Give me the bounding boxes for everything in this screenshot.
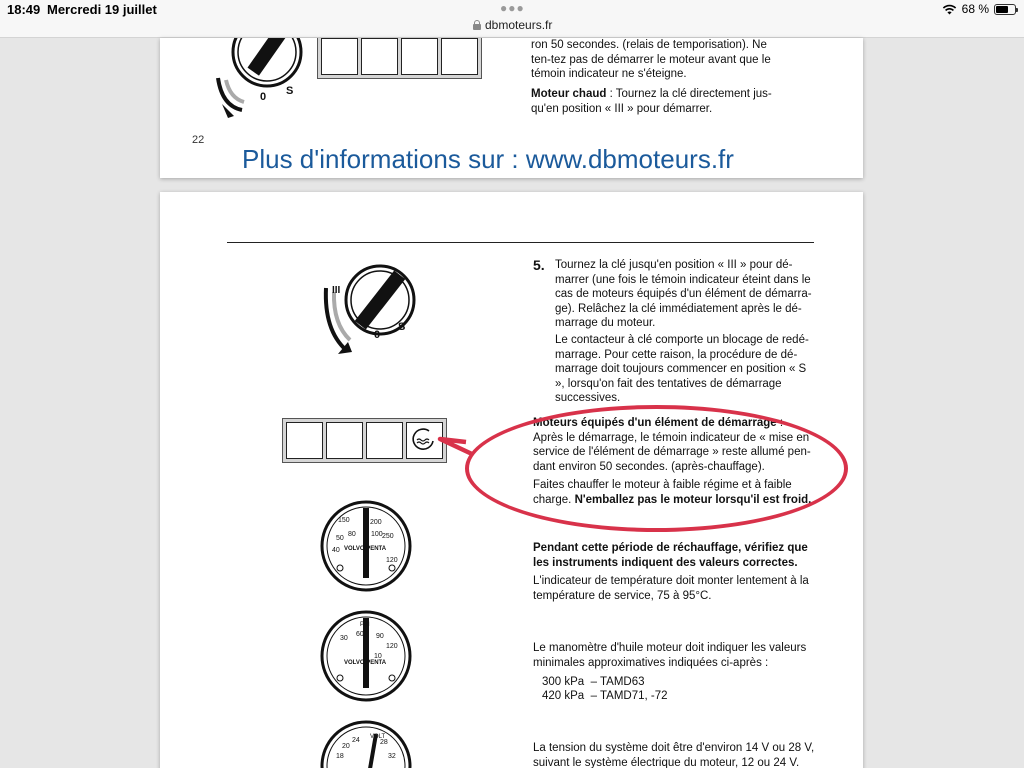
svg-text:28: 28 — [380, 739, 388, 746]
key-label-s: S — [398, 321, 406, 333]
step-5-text: Tournez la clé jusqu'en position « III » pour dé-marrer (une fois le témoin indicateur éteint dans le cas de moteurs équipés d'un élément de démarra-ge). Relâchez la clé immédiatement après le dé-marrage du moteur. — [555, 259, 812, 329]
svg-text:120: 120 — [386, 643, 398, 650]
warm-up-text: Faites chauffer le moteur à faible régime et à faible charge. — [533, 479, 792, 506]
indicator-lamp — [321, 38, 358, 75]
document-page-23 — [160, 192, 863, 768]
moteur-chaud-label: Moteur chaud — [531, 88, 607, 100]
page-number: 22 — [192, 134, 205, 146]
url-text: dbmoteurs.fr — [485, 18, 553, 32]
moteur-chaud-text: : Tournez la clé directement jus-qu'en position « III » pour démarrer. — [531, 88, 772, 115]
svg-text:200: 200 — [370, 519, 382, 526]
pressure-model: – TAMD71, -72 — [590, 690, 668, 702]
document-page-22 — [160, 38, 863, 178]
pressure-model: – TAMD63 — [590, 676, 645, 688]
key-label-iii: III — [332, 285, 341, 296]
warm-up-warning: N'emballez pas le moteur lorsqu'il est froid. — [574, 493, 812, 506]
restart-block-text: Le contacteur à clé comporte un blocage de redé-marrage. Pour cette raison, la procédure de dé-marrage doit toujours commencer en position « S », lorsqu'on fait des tentatives de démarrage successives. — [555, 334, 809, 404]
svg-text:120: 120 — [386, 557, 398, 564]
status-bar — [0, 0, 1024, 38]
voltmeter-gauge — [322, 722, 410, 768]
pressure-value: 300 kPa — [542, 676, 585, 688]
status-time: 18:49 — [7, 2, 41, 17]
svg-text:20: 20 — [342, 743, 350, 750]
key-label-0-top: 0 — [260, 91, 267, 103]
source-banner: Plus d'informations sur : www.dbmoteurs.fr — [242, 144, 734, 174]
pressure-row — [542, 689, 742, 704]
status-date: Mercredi 19 juillet — [47, 2, 157, 17]
svg-text:18: 18 — [336, 753, 344, 760]
svg-text:VOLT: VOLT — [370, 734, 386, 740]
continuation-text: ron 50 secondes. (relais de temporisation). Ne ten-tez pas de démarrer le moteur avant que le témoin indicateur ne s'éteigne. — [531, 39, 771, 80]
svg-text:80: 80 — [348, 531, 356, 538]
equipped-text: Après le démarrage, le témoin indicateur de « mise en service de l'élément de démarrage » reste allumé pen-dant environ 50 secondes. (après-chauffage). — [533, 431, 811, 473]
svg-text:30: 30 — [340, 635, 348, 642]
svg-text:50: 50 — [336, 535, 344, 542]
svg-text:24: 24 — [352, 737, 360, 744]
svg-text:40: 40 — [332, 547, 340, 554]
highlight-oval — [465, 405, 848, 532]
glow-plug-indicator-icon — [441, 38, 478, 75]
gauge-brand: VOLVO PENTA — [344, 660, 387, 666]
key-label-0: 0 — [374, 329, 381, 341]
temperature-text: L'indicateur de température doit monter lentement à la température de service, 75 à 95°C. — [533, 575, 809, 602]
indicator-lamp — [401, 38, 438, 75]
lock-icon — [473, 20, 481, 30]
status-right — [942, 2, 1016, 16]
pressure-value: 420 kPa — [542, 690, 585, 702]
gauge-brand: VOLVO PENTA — [344, 546, 387, 552]
highlight-tail — [160, 192, 490, 492]
oil-pressure-text: Le manomètre d'huile moteur doit indiquer les valeurs minimales approximatives indiquées ci-après : — [533, 642, 807, 669]
warm-up-check-heading: Pendant cette période de réchauffage, vérifiez que les instruments indiquent des valeurs correctes. — [533, 542, 808, 569]
wifi-icon — [942, 4, 957, 15]
indicator-lamp — [361, 38, 398, 75]
voltage-text: La tension du système doit être d'environ 14 V ou 28 V, suivant le système électrique du moteur, 12 ou 24 V. — [533, 742, 815, 768]
svg-text:PSI: PSI — [360, 622, 370, 628]
address-bar[interactable] — [473, 18, 552, 32]
svg-text:150: 150 — [338, 517, 350, 524]
pressure-row — [542, 675, 742, 690]
moteur-chaud-paragraph — [531, 87, 781, 116]
equipped-heading: Moteurs équipés d'un élément de démarrage — [533, 417, 777, 429]
oil-pressure-gauge — [322, 612, 410, 700]
key-label-s-top: S — [286, 85, 294, 97]
multitasking-dots-icon[interactable]: ●●● — [500, 1, 525, 15]
battery-percent: 68 % — [961, 2, 989, 16]
svg-text:10: 10 — [374, 653, 382, 660]
svg-text:100: 100 — [371, 531, 383, 538]
battery-icon — [994, 4, 1016, 15]
svg-text:60: 60 — [356, 631, 364, 638]
svg-text:90: 90 — [376, 633, 384, 640]
step-number: 5. — [533, 257, 545, 273]
indicator-panel-top — [317, 38, 482, 79]
svg-text:250: 250 — [382, 533, 394, 540]
temperature-gauge — [322, 502, 410, 590]
svg-text:32: 32 — [388, 753, 396, 760]
equipped-heading-suffix: : — [776, 417, 784, 429]
